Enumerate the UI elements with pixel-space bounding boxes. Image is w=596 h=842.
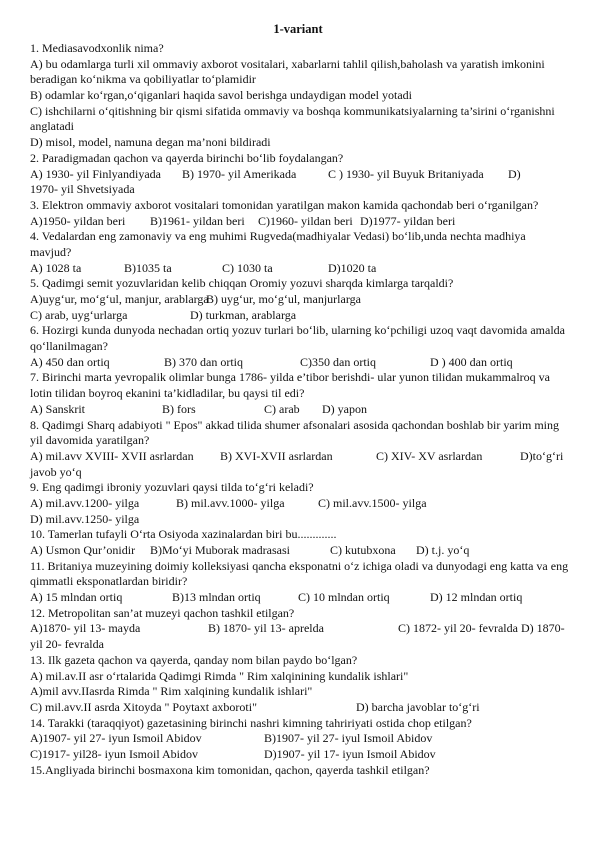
answer-option: D)1907- yil 17- iyun Ismoil Abidov bbox=[264, 746, 436, 761]
text-line bbox=[30, 496, 570, 512]
line-text: 7. Birinchi marta yevropalik olimlar bunga 1786- yilda e’tibor berishdi- ular yunon tilidan mukammalroq va bbox=[30, 370, 550, 385]
answer-option: C)1960- yildan beri bbox=[258, 213, 353, 228]
answer-option: B)13 mlndan ortiq bbox=[172, 590, 261, 605]
answer-option: B)Mo‘yi Muborak madrasasi bbox=[150, 543, 290, 557]
text-line bbox=[30, 119, 570, 135]
answer-option: D)1977- yildan beri bbox=[360, 213, 456, 228]
text-line bbox=[30, 41, 570, 57]
line-text: A) bu odamlarga turli xil ommaviy axborot vositalari, xabarlarni tahlil qilish,baholash va yaratish imkonini bbox=[30, 56, 545, 71]
answer-option: B) 1970- yil Amerikada bbox=[182, 166, 297, 181]
text-line bbox=[30, 606, 570, 622]
answer-option: A) mil.avv XVIII- XVII asrlardan bbox=[30, 448, 194, 463]
text-line bbox=[30, 402, 570, 418]
answer-option: B)1907- yil 27- iyul Ismoil Abidov bbox=[264, 731, 433, 746]
answer-option: B) mil.avv.1000- yilga bbox=[176, 495, 285, 510]
question-list bbox=[30, 41, 570, 778]
text-line bbox=[30, 245, 570, 261]
answer-option: A) 450 dan ortiq bbox=[30, 354, 110, 369]
line-text: 13. Ilk gazeta qachon va qayerda, qanday nom bilan paydo bo‘lgan? bbox=[30, 652, 358, 667]
line-text: C) ishchilarni o‘qitishning bir qismi sifatida ommaviy va boshqa kommunikatsiyalarning ta’sirini o‘rganishni bbox=[30, 103, 555, 118]
answer-option: A)uyg‘ur, mo‘g‘ul, manjur, arablarga bbox=[30, 292, 209, 306]
answer-option: C) 1872- yil 20- fevralda D) 1870- bbox=[398, 621, 565, 636]
line-text: lotin tilidan boyroq ekanini ta’kidladilar, bu qaysi til edi? bbox=[30, 386, 305, 401]
answer-option: A)1870- yil 13- mayda bbox=[30, 621, 141, 636]
text-line bbox=[30, 543, 570, 559]
line-text: anglatadi bbox=[30, 119, 74, 134]
answer-option: A) 1930- yil Finlyandiyada bbox=[30, 166, 161, 181]
line-text: mavjud? bbox=[30, 244, 72, 259]
text-line bbox=[30, 182, 570, 198]
variant-title: 1-variant bbox=[273, 22, 323, 36]
line-text: 14. Tarakki (taraqqiyot) gazetasining birinchi nashri kimning tahririyati ostida chop etilgan? bbox=[30, 715, 472, 730]
text-line bbox=[30, 574, 570, 590]
text-line bbox=[30, 684, 570, 700]
answer-option: C) kutubxona bbox=[330, 543, 396, 557]
line-text: A) mil.av.II asr o‘rtalarida Qadimgi Rimda " Rim xalqinining kundalik ishlari" bbox=[30, 668, 409, 683]
text-line bbox=[30, 135, 570, 151]
line-text: qo‘llanilmagan? bbox=[30, 339, 108, 354]
answer-option: C) arab, uyg‘urlarga bbox=[30, 307, 128, 322]
answer-option: A)1950- yildan beri bbox=[30, 213, 126, 228]
line-text: yil 20- fevralda bbox=[30, 637, 104, 652]
line-text: 15.Angliyada birinchi bosmaxona kim tomonidan, qachon, qayerda tashkil etilgan? bbox=[30, 762, 430, 777]
answer-option: D) turkman, arablarga bbox=[190, 307, 297, 322]
text-line bbox=[30, 261, 570, 277]
line-text: 4. Vedalardan eng zamonaviy va eng muhimi Rugveda(madhiyalar Vedasi) bo‘lib,unda nechta madhiya bbox=[30, 229, 526, 244]
text-line bbox=[30, 214, 570, 230]
text-line bbox=[30, 292, 570, 308]
text-line bbox=[30, 653, 570, 669]
line-text: yil davomida yaratilgan? bbox=[30, 433, 150, 448]
text-line bbox=[30, 433, 570, 449]
answer-option: B) fors bbox=[162, 401, 196, 416]
answer-option: B) XVI-XVII asrlardan bbox=[220, 448, 333, 463]
answer-option: B)1035 ta bbox=[124, 260, 172, 275]
text-line bbox=[30, 57, 570, 73]
text-line bbox=[30, 198, 570, 214]
text-line bbox=[30, 151, 570, 167]
text-line bbox=[30, 527, 570, 543]
answer-option: A) 15 mlndan ortiq bbox=[30, 590, 123, 605]
answer-option: D ) 400 dan ortiq bbox=[430, 354, 513, 369]
answer-option: B)1961- yildan beri bbox=[150, 213, 245, 228]
answer-option: D) 12 mlndan ortiq bbox=[430, 590, 523, 605]
answer-option: D)to‘g‘ri bbox=[520, 448, 564, 463]
text-line bbox=[30, 559, 570, 575]
text-line bbox=[30, 731, 570, 747]
text-line bbox=[30, 104, 570, 120]
text-line bbox=[30, 88, 570, 104]
text-line bbox=[30, 355, 570, 371]
answer-option: D) t.j. yo‘q bbox=[416, 543, 470, 557]
text-line bbox=[30, 339, 570, 355]
text-line bbox=[30, 370, 570, 386]
answer-option: A) Sanskrit bbox=[30, 401, 85, 416]
line-text: qimmatli eksponatlardan biridir? bbox=[30, 574, 188, 589]
text-line bbox=[30, 418, 570, 434]
answer-option: C) mil.avv.1500- yilga bbox=[318, 495, 427, 510]
text-line bbox=[30, 465, 570, 481]
text-line bbox=[30, 590, 570, 606]
answer-option: A)1907- yil 27- iyun Ismoil Abidov bbox=[30, 731, 202, 746]
line-text: 8. Qadimgi Sharq adabiyoti " Epos" akkad tilida shumer afsonalari asosida qachondan boshlab bir yarim ming bbox=[30, 417, 560, 432]
line-text: 5. Qadimgi semit yozuvlaridan kelib chiqqan Oromiy yozuvi sharqda kimlarga tarqaldi? bbox=[30, 276, 454, 291]
text-line bbox=[30, 308, 570, 324]
answer-option: B) 370 dan ortiq bbox=[164, 354, 243, 369]
line-text: 12. Metropolitan san’at muzeyi qachon tashkil etilgan? bbox=[30, 605, 295, 620]
line-text: 1. Mediasavodxonlik nima? bbox=[30, 41, 164, 55]
answer-option: C) XIV- XV asrlardan bbox=[376, 448, 483, 463]
text-line bbox=[30, 276, 570, 292]
answer-option: B) 1870- yil 13- aprelda bbox=[208, 621, 324, 636]
answer-option: D) yapon bbox=[322, 401, 367, 416]
line-text: 11. Britaniya muzeyining doimiy kolleksiyasi qancha eksponatni o‘z ichiga oladi va dunyodagi eng katta va eng bbox=[30, 558, 569, 573]
line-text: A)mil avv.IIasrda Rimda " Rim xalqining kundalik ishlari" bbox=[30, 684, 313, 699]
answer-option: C)350 dan ortiq bbox=[300, 354, 376, 369]
line-text: 6. Hozirgi kunda dunyoda nechadan ortiq yozuv turlari bo‘lib, ularning ko‘pchiligi uzoq vaqt davomida amalda bbox=[30, 323, 565, 338]
text-line bbox=[30, 449, 570, 465]
text-line bbox=[30, 480, 570, 496]
text-line bbox=[30, 637, 570, 653]
line-text: 1970- yil Shvetsiyada bbox=[30, 182, 135, 197]
answer-option: C) arab bbox=[264, 401, 300, 416]
answer-option: A) Usmon Qur’onidir bbox=[30, 543, 136, 557]
text-line bbox=[30, 386, 570, 402]
answer-option: C)1917- yil28- iyun Ismoil Abidov bbox=[30, 746, 198, 761]
answer-option: D)1020 ta bbox=[328, 260, 377, 275]
text-line bbox=[30, 167, 570, 183]
answer-option: D) bbox=[508, 166, 521, 181]
line-text: beradigan ko‘nikma va qobiliyatlar to‘plamidir bbox=[30, 72, 256, 87]
answer-option: C) mil.avv.II asrda Xitoyda " Poytaxt axboroti" bbox=[30, 699, 257, 714]
text-line bbox=[30, 763, 570, 779]
text-line bbox=[30, 323, 570, 339]
line-text: B) odamlar ko‘rgan,o‘qiganlari haqida savol berishga undaydigan model yotadi bbox=[30, 88, 413, 103]
answer-option: C) 10 mlndan ortiq bbox=[298, 590, 390, 605]
answer-option: C) 1030 ta bbox=[222, 260, 273, 275]
line-text: javob yo‘q bbox=[30, 464, 82, 479]
line-text: 10. Tamerlan tufayli O‘rta Osiyoda xazinalardan biri bu............. bbox=[30, 527, 337, 542]
text-line bbox=[30, 747, 570, 763]
line-text: 3. Elektron ommaviy axborot vositalari tomonidan yaratilgan makon kamida qachondab beri o‘rganilgan? bbox=[30, 197, 539, 212]
text-line bbox=[30, 229, 570, 245]
answer-option: A) mil.avv.1200- yilga bbox=[30, 495, 140, 510]
line-text: D) mil.avv.1250- yilga bbox=[30, 511, 140, 526]
text-line bbox=[30, 669, 570, 685]
line-text: D) misol, model, namuna degan ma’noni bildiradi bbox=[30, 135, 271, 150]
text-line bbox=[30, 72, 570, 88]
line-text: 9. Eng qadimgi ibroniy yozuvlari qaysi tilda to‘g‘ri keladi? bbox=[30, 480, 314, 495]
text-line bbox=[30, 700, 570, 716]
answer-option: B) uyg‘ur, mo‘g‘ul, manjurlarga bbox=[206, 292, 361, 306]
answer-option: C ) 1930- yil Buyuk Britaniyada bbox=[328, 166, 484, 181]
text-line bbox=[30, 716, 570, 732]
text-line bbox=[30, 512, 570, 528]
answer-option: A) 1028 ta bbox=[30, 260, 82, 275]
text-line bbox=[30, 621, 570, 637]
answer-option: D) barcha javoblar to‘g‘ri bbox=[356, 699, 480, 714]
line-text: 2. Paradigmadan qachon va qayerda birinchi bo‘lib foydalangan? bbox=[30, 150, 344, 165]
